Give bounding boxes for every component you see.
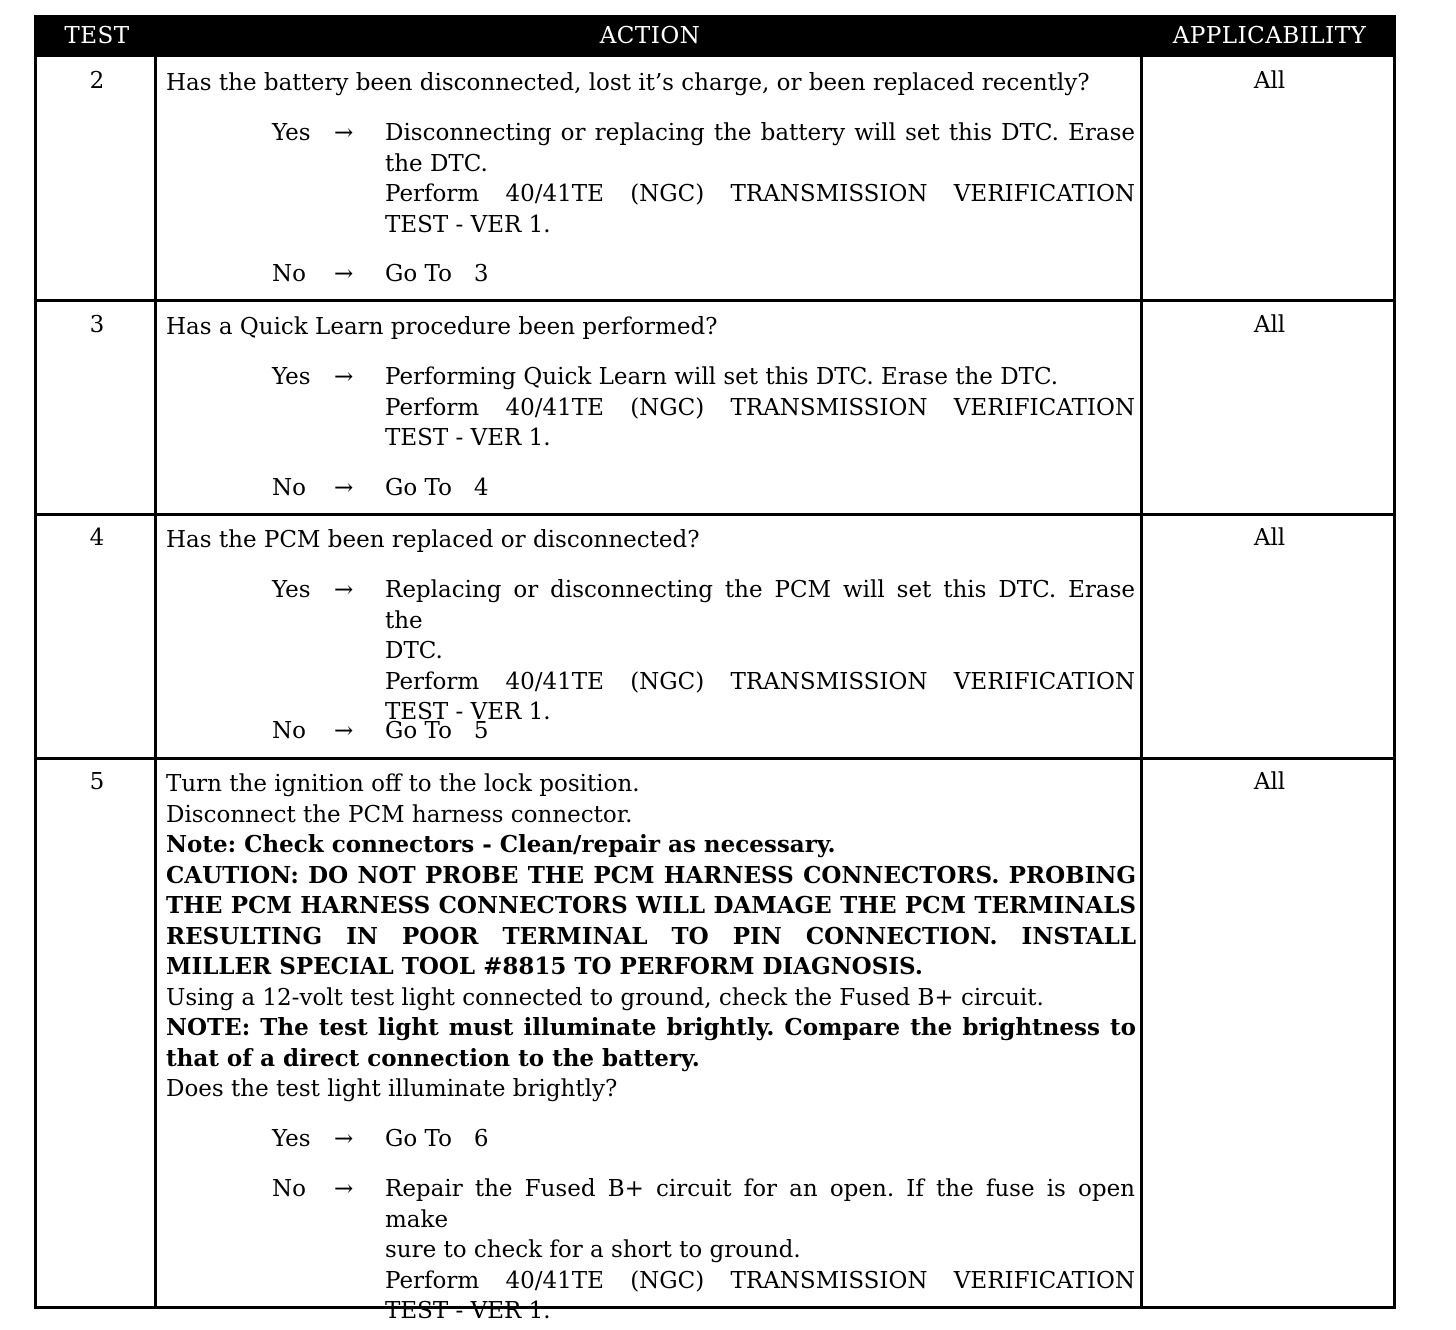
- arrow-icon: →: [334, 120, 354, 146]
- outcome-line: Perform 40/41TE (NGC) TRANSMISSION VERIFICATION: [385, 1267, 1135, 1294]
- outcome-line: Perform 40/41TE (NGC) TRANSMISSION VERIFICATION: [385, 181, 1135, 207]
- outcome-line: TEST - VER 1.: [385, 211, 551, 238]
- note-text: Note: Check connectors - Clean/repair as necessary.: [166, 831, 836, 858]
- yes-label: Yes: [272, 364, 311, 390]
- yes-answer: [37, 362, 1137, 462]
- header-test: TEST: [64, 23, 130, 49]
- arrow-icon: →: [334, 1126, 354, 1152]
- row-divider: [37, 513, 1393, 516]
- table-header: [37, 18, 1393, 57]
- arrow-icon: →: [334, 261, 354, 287]
- diagnostic-test-table: [34, 15, 1396, 1324]
- no-outcome: [385, 1174, 1135, 1327]
- yes-label: Yes: [272, 1126, 311, 1152]
- outcome-line: TEST - VER 1.: [385, 1298, 551, 1324]
- no-answer: [37, 1174, 1137, 1324]
- yes-label: Yes: [272, 577, 311, 603]
- no-outcome: Go To 3: [385, 261, 489, 287]
- no-answer: [37, 716, 1137, 748]
- question-text: Has a Quick Learn procedure been performed?: [166, 314, 718, 340]
- test-number: 4: [89, 525, 105, 551]
- yes-outcome: [385, 575, 1135, 728]
- header-action: ACTION: [599, 23, 701, 49]
- no-label: No: [272, 718, 306, 744]
- arrow-icon: →: [334, 364, 354, 390]
- yes-label: Yes: [272, 120, 311, 146]
- arrow-icon: →: [334, 718, 354, 744]
- outcome-line: Disconnecting or replacing the battery will set this DTC. Erase: [385, 120, 1135, 146]
- note-text: NOTE: The test light must illuminate brightly. Compare the brightness to that of a direct connection to the battery.: [166, 1014, 1136, 1072]
- no-outcome: Go To 4: [385, 475, 489, 501]
- action-question: [166, 312, 1136, 343]
- arrow-icon: →: [334, 577, 354, 603]
- instruction-text: Disconnect the PCM harness connector.: [166, 801, 633, 828]
- test-number: 3: [89, 312, 105, 338]
- instruction-text: Using a 12-volt test light connected to ground, check the Fused B+ circuit.: [166, 984, 1044, 1011]
- outcome-line: sure to check for a short to ground.: [385, 1237, 801, 1263]
- applicability-value: All: [1253, 525, 1286, 551]
- test-number: 5: [89, 769, 105, 795]
- outcome-line: Performing Quick Learn will set this DTC. Erase the DTC.: [385, 364, 1059, 390]
- applicability-value: All: [1253, 769, 1286, 795]
- arrow-icon: →: [334, 1176, 354, 1202]
- applicability-value: All: [1253, 312, 1286, 338]
- outcome-line: Perform 40/41TE (NGC) TRANSMISSION VERIFICATION: [385, 668, 1135, 695]
- no-label: No: [272, 261, 306, 287]
- question-text: Has the PCM been replaced or disconnected?: [166, 527, 700, 553]
- no-outcome: Go To 5: [385, 718, 489, 744]
- no-label: No: [272, 1176, 306, 1202]
- question-text: Does the test light illuminate brightly?: [166, 1076, 618, 1102]
- column-divider: [1140, 57, 1143, 1306]
- yes-answer: [37, 118, 1137, 248]
- outcome-line: Perform 40/41TE (NGC) TRANSMISSION VERIFICATION: [385, 394, 1135, 421]
- outcome-line: Repair the Fused B+ circuit for an open. If the fuse is open make: [385, 1176, 1135, 1233]
- outcome-line: TEST - VER 1.: [385, 699, 551, 725]
- yes-outcome: Go To 6: [385, 1126, 489, 1152]
- instruction-text: Turn the ignition off to the lock position.: [166, 771, 640, 797]
- action-question: [166, 68, 1136, 99]
- yes-answer: [37, 575, 1137, 725]
- no-label: No: [272, 475, 306, 501]
- action-question: [166, 525, 1136, 556]
- applicability-value: All: [1253, 68, 1286, 94]
- yes-outcome: [385, 362, 1135, 454]
- yes-answer: [37, 1124, 1137, 1156]
- row-divider: [37, 299, 1393, 302]
- row-divider: [37, 757, 1393, 760]
- caution-text: CAUTION: DO NOT PROBE THE PCM HARNESS CONNECTORS. PROBING THE PCM HARNESS CONNECTORS WILL DAMAGE THE PCM TERMINALS RESULTING IN POOR TERMINAL TO PIN CONNECTION. INSTALL MILLER SPECIAL TOOL #8815 TO PERFORM DIAGNOSIS.: [166, 861, 1136, 980]
- question-text: Has the battery been disconnected, lost it’s charge, or been replaced recently?: [166, 70, 1090, 96]
- outcome-line: TEST - VER 1.: [385, 425, 551, 451]
- header-applicability: APPLICABILITY: [1172, 23, 1367, 49]
- yes-outcome: [385, 118, 1135, 240]
- action-instructions: [166, 769, 1136, 1105]
- no-answer: [37, 473, 1137, 505]
- outcome-line: Replacing or disconnecting the PCM will set this DTC. Erase the: [385, 577, 1135, 634]
- test-number: 2: [89, 68, 105, 94]
- no-answer: [37, 259, 1137, 291]
- arrow-icon: →: [334, 475, 354, 501]
- outcome-line: DTC.: [385, 638, 443, 664]
- outcome-line: the DTC.: [385, 150, 488, 177]
